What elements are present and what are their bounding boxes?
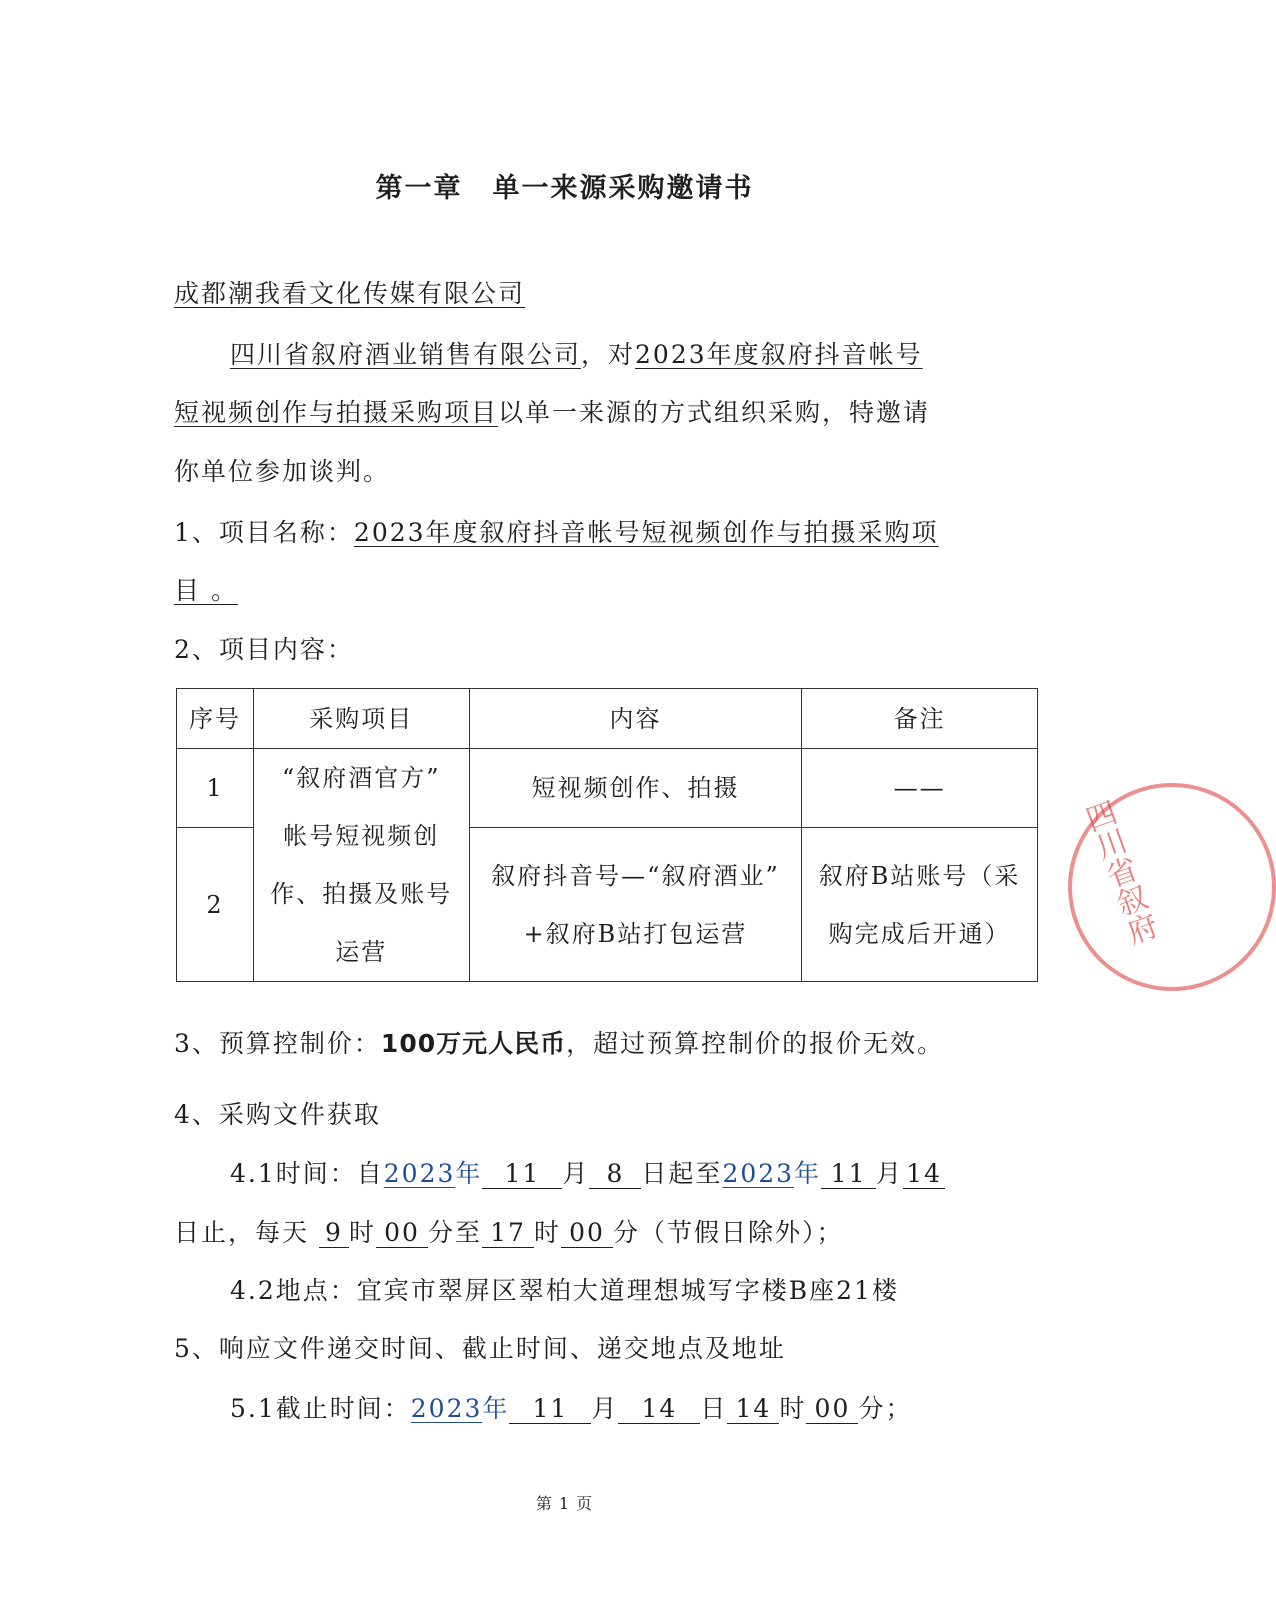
hour-from: 9 — [319, 1219, 349, 1248]
page-title — [0, 166, 1129, 205]
year-char: 年 — [455, 1159, 483, 1188]
year-char: 年 — [482, 1394, 510, 1423]
month-char: 月 — [591, 1394, 619, 1423]
intro-line-1 — [230, 342, 923, 367]
hour-char: 时 — [534, 1218, 562, 1247]
end-day: 14 — [903, 1160, 945, 1189]
hour-char: 时 — [348, 1218, 376, 1247]
intro-text: ，对 — [581, 340, 636, 369]
deadline-day: 14 — [618, 1395, 700, 1424]
table-header-row — [177, 689, 1038, 749]
time-label: 4.1时间：自 — [230, 1159, 384, 1188]
item-5-label: 5、响应文件递交时间、截止时间、递交地点及地址 — [174, 1334, 786, 1363]
deadline-year: 2023 — [410, 1394, 483, 1423]
deadline-minute: 00 — [806, 1395, 858, 1424]
minute-to-char: 分至 — [427, 1218, 482, 1247]
table-row — [177, 749, 1038, 828]
header-no: 序号 — [177, 689, 254, 749]
item-2-label: 2、项目内容： — [174, 635, 354, 664]
holiday-note: （节假日除外）； — [640, 1218, 844, 1247]
intro-line-2 — [174, 400, 930, 425]
intro-text-2: 以单一来源的方式组织采购，特邀请 — [498, 398, 931, 427]
header-content: 内容 — [469, 689, 802, 749]
year-char: 年 — [794, 1159, 822, 1188]
item-3-rest: ，超过预算控制价的报价无效。 — [566, 1029, 945, 1058]
project-name-part2: 短视频创作与拍摄采购项目 — [174, 398, 499, 427]
item-4-1-line-1 — [230, 1160, 945, 1189]
recipient — [174, 281, 525, 306]
item-3 — [174, 1031, 944, 1056]
day-from: 日起至 — [641, 1159, 723, 1188]
item-3-label: 3、预算控制价： — [174, 1029, 381, 1058]
hour-to: 17 — [482, 1219, 534, 1248]
deadline-label: 5.1截止时间： — [230, 1394, 411, 1423]
chapter-label: 第一章 — [375, 173, 463, 204]
item-4-2-place: 4.2地点：宜宾市翠屏区翠柏大道理想城写字楼B座21楼 — [230, 1276, 899, 1305]
row-2-content-line-2: +叙府B站打包运营 — [523, 919, 748, 948]
item-5-1-deadline — [230, 1395, 912, 1424]
project-line-3: 作、拍摄及账号 — [270, 880, 453, 908]
item-1-line-2 — [174, 578, 238, 603]
minute-char: 分 — [613, 1218, 641, 1247]
row-2-content-line-1: 叙府抖音号—“叙府酒业” — [491, 861, 780, 890]
row-1-no: 1 — [177, 749, 254, 828]
purchaser-name: 四川省叙府酒业销售有限公司 — [230, 340, 582, 369]
recipient-name: 成都潮我看文化传媒有限公司 — [174, 279, 526, 308]
day-char: 日 — [700, 1394, 728, 1423]
item-1-value-cont: 目 。 — [174, 576, 238, 605]
project-content-table — [176, 688, 1038, 982]
month-char: 月 — [562, 1159, 590, 1188]
row-2-remark — [802, 828, 1038, 982]
row-2-remark-line-1: 叙府B站账号（采 — [818, 861, 1021, 890]
row-2-content — [469, 828, 802, 982]
row-2-no: 2 — [177, 828, 254, 982]
minute-from: 00 — [376, 1219, 428, 1248]
item-1-label: 1、项目名称： — [174, 518, 354, 547]
month-char: 月 — [876, 1159, 904, 1188]
start-year: 2023 — [383, 1159, 456, 1188]
item-1-value: 2023年度叙府抖音帐号短视频创作与拍摄采购项 — [353, 518, 939, 547]
end-month: 11 — [821, 1160, 876, 1189]
row-1-content: 短视频创作、拍摄 — [469, 749, 802, 828]
project-cell — [253, 749, 469, 982]
minute-to: 00 — [561, 1219, 613, 1248]
hour-char: 时 — [779, 1394, 807, 1423]
deadline-hour: 14 — [727, 1395, 779, 1424]
header-remark: 备注 — [802, 689, 1038, 749]
start-month: 11 — [482, 1160, 562, 1189]
project-line-4: 运营 — [335, 938, 388, 966]
end-year: 2023 — [722, 1159, 795, 1188]
item-4-1-line-2 — [174, 1219, 844, 1248]
day-until: 日止，每天 — [174, 1218, 310, 1247]
project-line-1: “叙府酒官方” — [282, 764, 441, 792]
chapter-title: 单一来源采购邀请书 — [492, 173, 754, 204]
page-number: 第 1 页 — [535, 1494, 594, 1513]
deadline-month: 11 — [509, 1395, 591, 1424]
budget-amount: 100万元人民币 — [380, 1029, 567, 1058]
item-1-line-1 — [174, 520, 939, 545]
intro-line-3: 你单位参加谈判。 — [174, 457, 391, 486]
minute-char: 分； — [858, 1394, 913, 1423]
row-2-remark-line-2: 购完成后开通） — [828, 919, 1011, 948]
project-line-2: 帐号短视频创 — [283, 822, 440, 850]
header-project: 采购项目 — [253, 689, 469, 749]
start-day: 8 — [589, 1160, 641, 1189]
row-1-remark: —— — [802, 749, 1038, 828]
project-name-part1: 2023年度叙府抖音帐号 — [635, 340, 923, 369]
seal-text: 四川省叙府 — [1076, 796, 1161, 950]
item-4-label: 4、采购文件获取 — [174, 1100, 381, 1129]
